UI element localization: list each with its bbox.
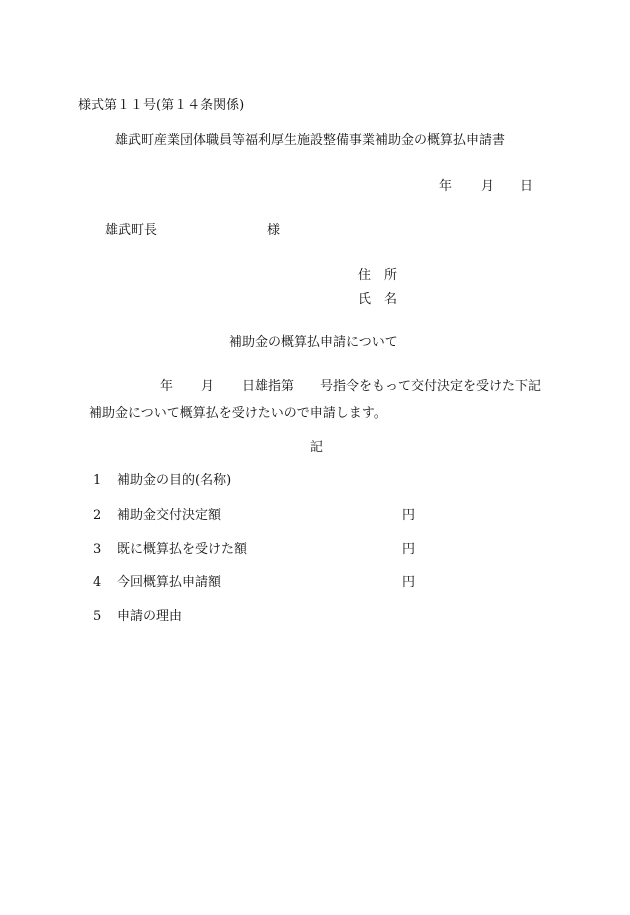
yen-unit: 円 xyxy=(402,575,416,590)
item-label: 補助金の目的(名称) xyxy=(117,473,232,488)
subject-line: 補助金の概算払申請について xyxy=(229,335,398,350)
item-number: 5 xyxy=(93,609,102,624)
item-number: 2 xyxy=(93,508,102,523)
item-label: 既に概算払を受けた額 xyxy=(117,542,248,557)
date-month-label: 月 xyxy=(481,179,495,194)
item-number: 3 xyxy=(93,542,102,557)
applicant-name-label: 氏 名 xyxy=(358,292,398,307)
date-year-label: 年 xyxy=(439,179,453,194)
form-number: 様式第１１号(第１４条関係) xyxy=(78,98,245,113)
ki-heading: 記 xyxy=(310,440,324,455)
list-item xyxy=(93,610,182,623)
list-item xyxy=(93,543,247,556)
document-title: 雄武町産業団体職員等福利厚生施設整備事業補助金の概算払申請書 xyxy=(115,133,506,148)
yen-unit: 円 xyxy=(402,508,416,523)
list-item xyxy=(93,576,221,589)
item-number: 1 xyxy=(93,473,102,488)
item-label: 今回概算払申請額 xyxy=(117,575,222,590)
date-day-label: 日 xyxy=(520,179,534,194)
addressee-name: 雄武町長 xyxy=(105,223,158,238)
item-label: 補助金交付決定額 xyxy=(117,508,222,523)
list-item xyxy=(93,474,231,487)
body-text-line2: 補助金について概算払を受けたいので申請します。 xyxy=(89,406,387,421)
body-day-reference: 日雄指第 xyxy=(242,379,295,394)
yen-unit: 円 xyxy=(402,542,416,557)
item-label: 申請の理由 xyxy=(117,609,183,624)
body-rest-text: 号指令をもって交付決定を受けた下記 xyxy=(320,379,542,394)
item-number: 4 xyxy=(93,575,102,590)
body-text-line1 xyxy=(160,380,541,393)
list-item xyxy=(93,509,221,522)
applicant-address-label: 住 所 xyxy=(358,268,398,283)
addressee-honorific: 様 xyxy=(267,223,281,238)
body-year-label: 年 xyxy=(160,379,174,394)
body-month-label: 月 xyxy=(201,379,215,394)
